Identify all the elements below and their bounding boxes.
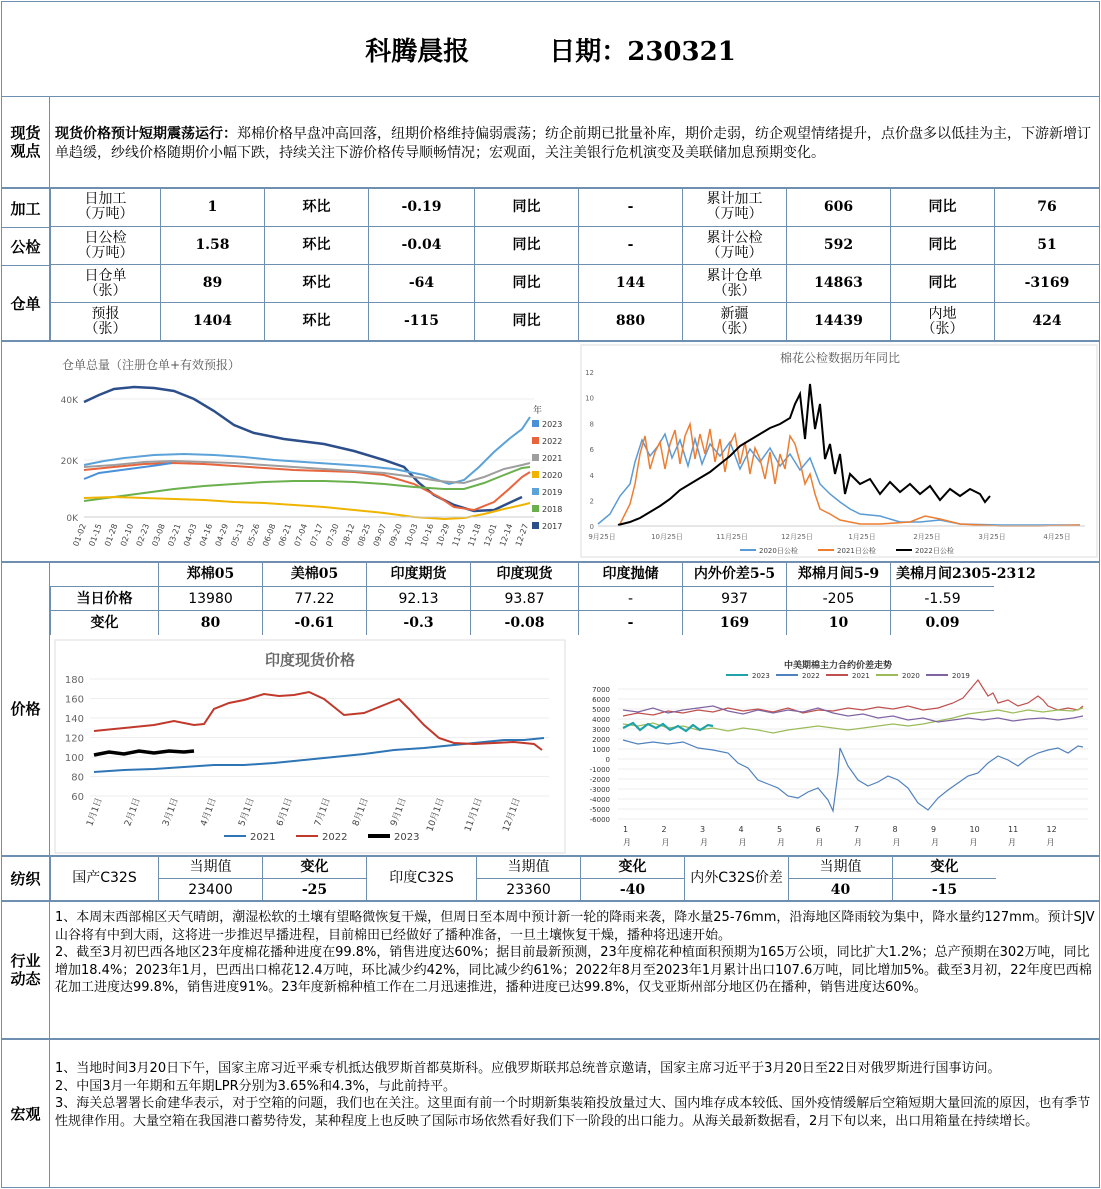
domestic-c32s-value: 23400 [158, 878, 262, 901]
data-table-cell: 1404 [160, 302, 264, 340]
yarn-section [1, 856, 1100, 901]
chart3-xtick: 1月1日 [85, 796, 105, 828]
chart4-xsub: 月 [854, 838, 862, 847]
data-table-cell: 同比 [474, 188, 578, 226]
data-table-cell: 同比 [474, 226, 578, 264]
spot-view-section [1, 96, 1100, 188]
series-2021-spread [623, 680, 1083, 716]
chart1-xtick: 09-07 [371, 522, 389, 548]
chart4-ytick: 7000 [592, 686, 610, 694]
chart1-xtick: 06-08 [261, 522, 278, 548]
chart4-xtick: 4 [738, 825, 744, 834]
chart1-title: 仓单总量（注册仓单+有效预报） [62, 358, 241, 372]
header [1, 1, 1100, 97]
chart4-legend-label: 2023 [752, 672, 770, 680]
india-c32s-value: 23360 [476, 878, 580, 901]
chart1-xtick: 07-17 [308, 522, 325, 548]
spread-c32s-label: 内外C32S价差 [684, 856, 788, 901]
chart1-xtick: 05-26 [245, 522, 262, 548]
industry-label: 行业 动态 [2, 902, 50, 1038]
chart1-legend-label: 2020 [542, 471, 563, 480]
price-value-cell: 10 [786, 610, 890, 635]
chart1-xtick: 11-05 [450, 522, 468, 548]
spread-c32s-change: -15 [892, 878, 996, 901]
india-c32s-current-header: 当期值 [476, 856, 580, 878]
chart1-xtick: 12-01 [482, 522, 499, 548]
macro-text [55, 1060, 1095, 1130]
chart2-title: 棉花公检数据历年同比 [779, 351, 901, 365]
data-table-cell: 14863 [786, 264, 890, 302]
china-us-spread-chart [578, 658, 1093, 858]
chart1-xtick: 12-14 [498, 522, 515, 548]
chart4-legend-label: 2021 [852, 672, 870, 680]
chart1-xtick: 11-18 [466, 522, 483, 548]
data-table-cell: 同比 [474, 264, 578, 302]
chart4-ytick: 2000 [592, 736, 610, 744]
macro-item-2: 2、中国3月一年期和五年期LPR分别为3.65%和4.3%，与此前持平。 [55, 1078, 456, 1094]
price-value-cell: -205 [786, 586, 890, 611]
chart1-legend-label: 2018 [542, 505, 563, 514]
chart1-ytick: 40K [60, 396, 78, 406]
price-header-cell: 印度期货 [366, 562, 470, 587]
data-table-cell: 14439 [786, 302, 890, 340]
price-value-cell: 937 [682, 586, 786, 611]
chart4-xtick: 2 [661, 825, 667, 834]
spot-view-body: 郑棉价格早盘冲高回落，纽期价格维持偏弱震荡；纺企前期已批量补库，期价走弱，纺企观望情绪提升，点价盘多以低挂为主，下游新增订单趋缓，纱线价格随期价小幅下跌，持续关注下游价格传导顺畅情况；宏观面，关注美银行危机演变及美联储加息预期变化。 [55, 126, 1091, 161]
chart1-xtick: 02-10 [118, 522, 136, 548]
chart4-xsub: 月 [815, 838, 824, 847]
chart1-xtick: 07-04 [292, 522, 310, 548]
chart1-xtick: 12-27 [513, 522, 531, 548]
chart4-xtick: 12 [1046, 825, 1057, 834]
chart4-xsub: 月 [700, 838, 708, 847]
chart3-legend-label: 2023 [394, 832, 420, 843]
chart2-ytick: 10 [585, 394, 594, 403]
chart1-xtick: 09-20 [387, 522, 404, 548]
data-table-cell: 1.58 [160, 226, 264, 264]
chart1-xtick: 04-03 [182, 522, 199, 548]
data-table-cell: 环比 [264, 226, 368, 264]
chart4-ytick: -3000 [589, 786, 610, 794]
chart4-ytick: -4000 [589, 796, 610, 804]
data-table-section [1, 188, 1100, 341]
chart3-ytick: 80 [71, 772, 84, 784]
chart3-xtick: 11月1日 [463, 796, 485, 834]
price-header-cell: 印度现货 [470, 562, 578, 587]
price-header-cell: 印度抛储 [578, 562, 682, 587]
chart1-legend-swatch [532, 522, 539, 529]
data-table-cell: 51 [994, 226, 1099, 264]
data-table-cell: -115 [368, 302, 474, 340]
india-c32s-change: -40 [580, 878, 684, 901]
chart1-legend-label: 2019 [542, 488, 563, 497]
data-table-cell: 592 [786, 226, 890, 264]
chart1-legend-swatch [532, 488, 539, 495]
chart2-legend-label: 2022日公检 [915, 547, 954, 555]
chart4-ytick: -1000 [589, 766, 610, 774]
chart4-title: 中美期棉主力合约价差走势 [783, 661, 893, 671]
chart1-xtick: 08-25 [355, 522, 373, 548]
chart4-ytick: 0 [605, 756, 610, 764]
price-row-label: 当日价格 [50, 586, 158, 611]
chart4-xsub: 月 [969, 838, 978, 847]
chart2-ytick: 12 [585, 369, 594, 377]
label-gongjian: 公检 [2, 227, 50, 265]
data-table-cell: 144 [578, 264, 682, 302]
chart1-legend-label: 2017 [542, 522, 563, 531]
report-title: 科腾晨报 [365, 36, 470, 67]
chart4-xtick: 10 [969, 825, 980, 834]
chart3-xtick: 2月1日 [123, 796, 143, 828]
chart1-legend-swatch [532, 437, 539, 444]
chart4-ytick: -5000 [589, 806, 610, 814]
series-2019 [84, 417, 530, 484]
series-2018 [84, 467, 530, 501]
price-value-cell: 13980 [158, 586, 262, 611]
chart4-legend-label: 2022 [802, 672, 820, 680]
data-table-cell: 日仓单 （张） [50, 264, 160, 302]
data-table-cell: -64 [368, 264, 474, 302]
chart2-xtick: 10月25日 [651, 533, 683, 541]
chart4-legend-label: 2019 [952, 672, 970, 680]
chart2-ytick: 0 [589, 523, 594, 532]
chart1-legend-swatch [532, 454, 539, 461]
label-cangdan: 仓单 [2, 265, 50, 341]
chart4-xtick: 8 [892, 825, 898, 834]
chart1-xtick: 08-12 [340, 522, 357, 548]
chart4-ytick: -2000 [589, 776, 610, 784]
chart4-xsub: 月 [661, 838, 670, 847]
chart3-title: 印度现货价格 [264, 651, 356, 669]
price-value-cell: - [578, 586, 682, 611]
chart2-xtick: 3月25日 [978, 533, 1006, 541]
chart1-xtick: 06-21 [276, 522, 294, 548]
chart3-xtick: 7月1日 [313, 796, 333, 828]
data-table-cell: 内地 （张） [890, 302, 994, 340]
chart2-xtick: 11月25日 [716, 533, 748, 541]
chart1-xtick: 03-21 [166, 522, 183, 548]
chart2-xtick: 1月25日 [848, 533, 876, 541]
price-value-cell: 0.09 [890, 610, 994, 635]
chart4-ytick: 5000 [592, 706, 610, 714]
chart4-xsub: 月 [892, 838, 901, 847]
data-table-cell: 日加工 （万吨） [50, 188, 160, 226]
price-label: 价格 [2, 563, 50, 855]
chart4-xtick: 3 [700, 825, 706, 834]
chart2-xtick: 9月25日 [588, 533, 616, 541]
chart1-legend-label: 2021 [542, 454, 563, 463]
data-table-cell: 同比 [474, 302, 578, 340]
india-c32s-label: 印度C32S [366, 856, 476, 901]
industry-item-2: 2、截至3月初巴西各地区23年度棉花播种进度在99.8%，销售进度达60%；据目前最新预测，23年度棉花种植面积预期为165万公顷，同比扩大1.2%；总产预期在302万吨，同比增加18.4%；2023年1月，巴西出口棉花12.4万吨，环比减少约42%，同比减少约61%；2022年8月至2023年1月累计出口107.6万吨，同比增加5%。截至3月初，22年度巴西棉花加工进度达99.8%，销售进度91%。23年度新棉种植工作在二月迅速推进，播种进度已达99.8%，仅戈亚斯州部分地区仍在播种，销售进度达60%。 [55, 945, 1092, 996]
price-value-cell: - [578, 610, 682, 635]
data-table-cell: 同比 [890, 264, 994, 302]
price-header-cell: 美棉05 [262, 562, 366, 587]
price-value-cell: 80 [158, 610, 262, 635]
chart1-legend-swatch [532, 420, 539, 427]
industry-section [1, 901, 1100, 1039]
chart1-xtick: 04-29 [213, 522, 231, 548]
industry-item-1: 1、本周末西部棉区天气晴朗，潮湿松软的土壤有望略微恢复干燥，但周日至本周中预计新一轮的降雨来袭，降水量25-76mm，沿海地区降雨较为集中，降水量约127mm。预计SJV山谷将有中到大雨，这将进一步推迟早播进程，目前棉田已经做好了播种准备，一旦土壤恢复干燥，播种将迅速开始。 [55, 910, 1095, 943]
chart3-xtick: 3月1日 [161, 796, 181, 828]
chart1-xtick: 03-08 [150, 522, 167, 548]
data-table-cell: 环比 [264, 264, 368, 302]
industry-text [55, 909, 1095, 997]
data-table-cell: 累计仓单 （张） [682, 264, 786, 302]
chart3-ytick: 60 [71, 792, 84, 803]
chart4-xtick: 5 [777, 825, 783, 834]
spread-c32s-value: 40 [788, 878, 892, 901]
chart3-xtick: 8月1日 [351, 796, 371, 828]
chart1-xtick: 10-29 [434, 522, 452, 548]
data-table-cell: 累计加工 （万吨） [682, 188, 786, 226]
chart2-ytick: 4 [589, 471, 594, 480]
macro-section [1, 1039, 1100, 1188]
chart1-xtick: 01-28 [103, 522, 120, 548]
price-value-cell: -1.59 [890, 586, 994, 611]
series-2022-spread [623, 740, 1083, 811]
chart1-xtick: 04-16 [197, 522, 215, 548]
data-table-cell: 累计公检 （万吨） [682, 226, 786, 264]
chart1-xtick: 02-23 [134, 522, 152, 548]
chart4-xtick: 1 [623, 825, 629, 834]
chart4-xsub: 月 [777, 838, 785, 847]
chart3-xtick: 4月1日 [199, 796, 219, 828]
data-table-cell: 606 [786, 188, 890, 226]
chart1-xtick: 10-03 [403, 522, 420, 548]
data-table-cell: 89 [160, 264, 264, 302]
india-spot-price-chart [54, 639, 566, 854]
price-header-cell: 内外价差5-5 [682, 562, 786, 587]
macro-label: 宏观 [2, 1040, 50, 1187]
india-c32s-change-header: 变化 [580, 856, 684, 878]
chart2-legend-label: 2021日公检 [837, 547, 876, 555]
charts-row-1 [1, 341, 1100, 562]
chart3-ytick: 140 [64, 714, 84, 725]
chart3-legend-label: 2022 [322, 832, 348, 843]
data-table-cell: - [578, 226, 682, 264]
domestic-c32s-label: 国产C32S [50, 856, 158, 901]
chart4-ytick: 6000 [592, 696, 610, 704]
data-table-cell: 预报 （张） [50, 302, 160, 340]
chart4-xtick: 7 [854, 825, 860, 834]
chart2-xtick: 4月25日 [1043, 533, 1071, 541]
chart4-ytick: 4000 [592, 716, 610, 724]
chart1-legend-label: 2023 [542, 420, 563, 429]
chart1-legend-label: 2022 [542, 437, 563, 446]
chart2-xtick: 12月25日 [781, 533, 813, 541]
chart1-xtick: 05-13 [229, 522, 246, 548]
chart3-xtick: 10月1日 [425, 796, 447, 834]
chart3-ytick: 120 [64, 733, 84, 745]
chart1-legend-title: 年 [533, 406, 543, 416]
price-header-cell: 美棉月间2305-2312 [890, 562, 1100, 587]
data-table-cell: -0.19 [368, 188, 474, 226]
chart3-ytick: 100 [64, 753, 84, 764]
price-value-cell: -0.61 [262, 610, 366, 635]
chart4-xsub: 月 [1008, 838, 1016, 847]
report-date: 日期：230321 [549, 36, 736, 67]
yarn-label: 纺织 [2, 857, 50, 900]
data-table-cell: 76 [994, 188, 1099, 226]
chart3-xtick: 12月1日 [501, 796, 523, 834]
chart3-legend-label: 2021 [250, 832, 276, 843]
chart4-xsub: 月 [738, 838, 747, 847]
data-table-cell: 880 [578, 302, 682, 340]
data-table-cell: 环比 [264, 188, 368, 226]
chart3-xtick: 9月1日 [389, 796, 409, 828]
domestic-c32s-change-header: 变化 [262, 856, 366, 878]
domestic-c32s-change: -25 [262, 878, 366, 901]
price-section [1, 562, 1100, 856]
price-value-cell: -0.3 [366, 610, 470, 635]
domestic-c32s-current-header: 当期值 [158, 856, 262, 878]
label-jiagong: 加工 [2, 189, 50, 227]
spread-c32s-change-header: 变化 [892, 856, 996, 878]
chart2-ytick: 8 [589, 420, 594, 429]
series-2022 [84, 463, 530, 510]
chart1-xtick: 10-16 [419, 522, 436, 548]
data-table-cell: - [578, 188, 682, 226]
chart2-xtick: 2月25日 [913, 533, 941, 541]
data-table-cell: 同比 [890, 188, 994, 226]
chart4-xsub: 月 [1046, 838, 1055, 847]
warehouse-receipt-chart [54, 347, 563, 557]
data-table-cell: 1 [160, 188, 264, 226]
chart4-xtick: 6 [815, 825, 821, 834]
chart4-xtick: 11 [1008, 825, 1019, 834]
chart1-ytick: 20K [60, 457, 78, 467]
price-value-cell: 169 [682, 610, 786, 635]
chart3-ytick: 160 [64, 694, 84, 706]
data-table-cell: 日公检 （万吨） [50, 226, 160, 264]
chart1-xtick: 01-15 [87, 522, 104, 548]
chart3-xtick: 6月1日 [275, 796, 295, 828]
chart3-ytick: 180 [64, 675, 84, 686]
chart2-legend-label: 2020日公检 [759, 547, 798, 555]
price-value-cell: 77.22 [262, 586, 366, 611]
chart4-xtick: 9 [931, 825, 937, 834]
chart2-ytick: 6 [589, 446, 594, 455]
data-table-cell: -0.04 [368, 226, 474, 264]
chart2-ytick: 2 [589, 497, 594, 506]
chart4-legend-label: 2020 [902, 672, 920, 680]
price-value-cell: 93.87 [470, 586, 578, 611]
chart1-ytick: 0K [66, 514, 78, 524]
chart4-ytick: 3000 [592, 726, 610, 734]
data-table-cell: 环比 [264, 302, 368, 340]
macro-item-1: 1、当地时间3月20日下午，国家主席习近平乘专机抵达俄罗斯首都莫斯科。应俄罗斯联邦总统普京邀请，国家主席习近平于3月20日至22日对俄罗斯进行国事访问。 [55, 1061, 1001, 1076]
spot-view-label: 现货 观点 [2, 97, 50, 187]
price-row-label: 变化 [50, 610, 158, 635]
price-value-cell: 92.13 [366, 586, 470, 611]
spot-view-heading: 现货价格预计短期震荡运行： [55, 126, 237, 142]
cotton-inspection-chart [580, 344, 1098, 559]
chart4-ytick: 1000 [592, 746, 610, 754]
spread-c32s-current-header: 当期值 [788, 856, 892, 878]
chart3-xtick: 5月1日 [237, 796, 257, 828]
chart4-xsub: 月 [931, 838, 939, 847]
chart4-ytick: -6000 [589, 816, 610, 824]
price-value-cell: -0.08 [470, 610, 578, 635]
chart1-legend-swatch [532, 505, 539, 512]
data-table-cell: 424 [994, 302, 1099, 340]
chart1-legend-swatch [532, 471, 539, 478]
data-table-cell: 新疆 （张） [682, 302, 786, 340]
chart4-xsub: 月 [623, 838, 631, 847]
price-header-cell: 郑棉月间5-9 [786, 562, 890, 587]
data-table-cell: -3169 [994, 264, 1099, 302]
data-table-cell: 同比 [890, 226, 994, 264]
chart1-xtick: 07-30 [324, 522, 341, 548]
price-header-cell: 郑棉05 [158, 562, 262, 587]
series-2023-spread [623, 723, 713, 731]
chart1-xtick: 01-02 [71, 522, 88, 548]
macro-item-3: 3、海关总署署长俞建华表示，对于空箱的问题，我们也在关注。这里面有前一个时期新集装箱投放量过大、国内堆存成本较低、国外疫情缓解后空箱短期大量回流的原因，也有季节性规律作用。大量空箱在我国港口蓄势待发，某种程度上也反映了国际市场依然看好我们下一阶段的出口能力。从海关最新数据看，2月下旬以来，出口用箱量在持续增长。 [55, 1096, 1091, 1129]
spot-view-text [55, 125, 1093, 163]
